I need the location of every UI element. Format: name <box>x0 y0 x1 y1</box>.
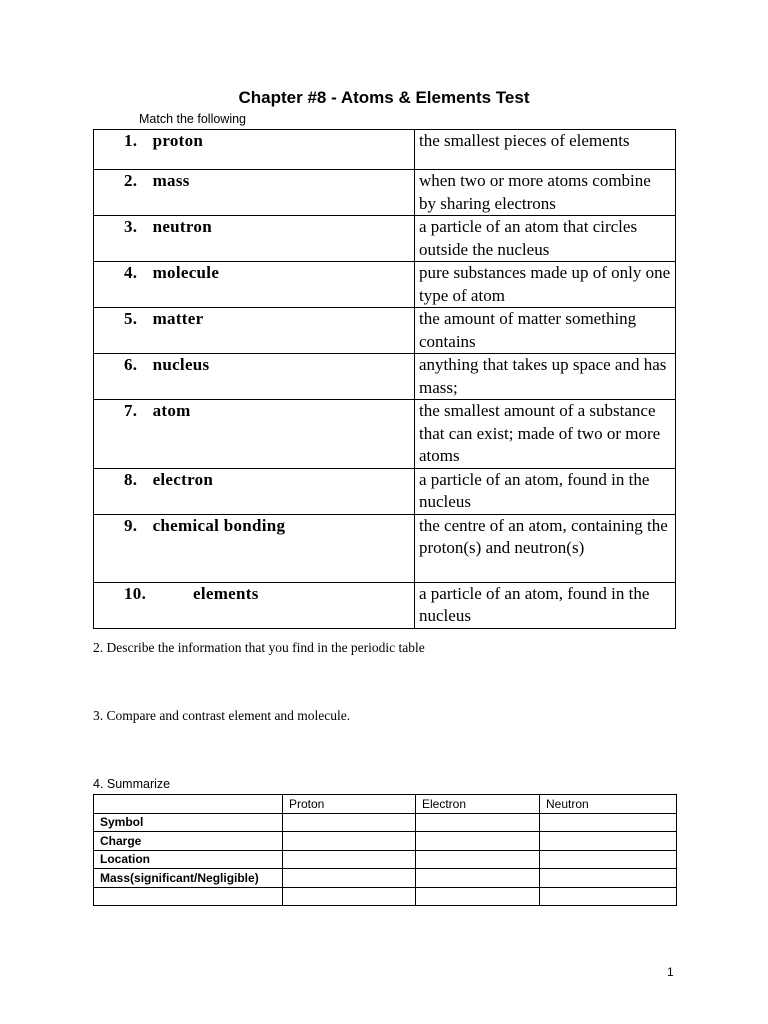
term-cell <box>94 582 415 628</box>
term-cell <box>94 130 415 170</box>
table-row <box>94 308 676 354</box>
term-text: nucleus <box>152 355 210 374</box>
term-number: 3. <box>124 217 138 236</box>
term-text: elements <box>193 583 259 603</box>
table-row <box>94 887 677 906</box>
row-label: Symbol <box>94 813 283 832</box>
answer-cell[interactable] <box>540 869 677 888</box>
term-cell <box>94 354 415 400</box>
term-number: 7. <box>124 401 138 420</box>
term-cell <box>94 468 415 514</box>
table-row <box>94 354 676 400</box>
definition-cell: anything that takes up space and has mass; <box>415 354 676 400</box>
page-number: 1 <box>667 965 674 979</box>
table-row <box>94 170 676 216</box>
definition-cell: pure substances made up of only one type of atom <box>415 262 676 308</box>
answer-cell[interactable] <box>540 813 677 832</box>
column-header: Electron <box>416 795 540 814</box>
definition-cell: a particle of an atom that circles outside the nucleus <box>415 216 676 262</box>
term-text: mass <box>152 171 190 190</box>
definition-cell: a particle of an atom, found in the nucleus <box>415 468 676 514</box>
answer-cell[interactable] <box>283 887 416 906</box>
definition-cell: the amount of matter something contains <box>415 308 676 354</box>
term-number: 4. <box>124 263 138 282</box>
term-text: molecule <box>152 263 220 282</box>
term-text: atom <box>152 401 191 420</box>
term-cell <box>94 216 415 262</box>
answer-cell[interactable] <box>540 832 677 851</box>
table-row <box>94 582 676 628</box>
term-text: neutron <box>152 217 212 236</box>
term-cell <box>94 308 415 354</box>
table-row <box>94 850 677 869</box>
match-instruction: Match the following <box>139 112 247 126</box>
column-header <box>94 795 283 814</box>
table-row <box>94 832 677 851</box>
answer-cell[interactable] <box>283 813 416 832</box>
table-row <box>94 262 676 308</box>
answer-cell[interactable] <box>540 850 677 869</box>
term-cell <box>94 262 415 308</box>
answer-cell[interactable] <box>416 813 540 832</box>
term-number: 9. <box>124 515 138 535</box>
answer-cell[interactable] <box>283 869 416 888</box>
matching-table <box>93 129 676 629</box>
term-number: 10. <box>124 583 147 603</box>
definition-cell: the centre of an atom, containing the proton(s) and neutron(s) <box>415 514 676 582</box>
table-header-row <box>94 795 677 814</box>
term-cell <box>94 514 415 582</box>
row-label: Mass(significant/Negligible) <box>94 869 283 888</box>
column-header: Proton <box>283 795 416 814</box>
term-cell <box>94 400 415 469</box>
table-row <box>94 514 676 582</box>
table-row <box>94 130 676 170</box>
term-number: 6. <box>124 355 138 374</box>
definition-cell: the smallest pieces of elements <box>415 130 676 170</box>
definition-cell: when two or more atoms combine by sharing electrons <box>415 170 676 216</box>
question-3: 3. Compare and contrast element and molecule. <box>93 708 351 723</box>
summarize-title: 4. Summarize <box>93 777 171 791</box>
term-number: 8. <box>124 469 138 489</box>
table-row <box>94 813 677 832</box>
term-text: proton <box>152 131 204 150</box>
column-header: Neutron <box>540 795 677 814</box>
row-label: Location <box>94 850 283 869</box>
definition-cell: a particle of an atom, found in the nucleus <box>415 582 676 628</box>
term-text: matter <box>152 309 204 328</box>
table-row <box>94 869 677 888</box>
term-text: chemical bonding <box>152 515 286 535</box>
question-2: 2. Describe the information that you find in the periodic table <box>93 640 425 655</box>
term-cell <box>94 170 415 216</box>
definition-cell: the smallest amount of a substance that can exist; made of two or more atoms <box>415 400 676 469</box>
term-number: 5. <box>124 309 138 328</box>
answer-cell[interactable] <box>416 850 540 869</box>
table-row <box>94 468 676 514</box>
answer-cell[interactable] <box>283 850 416 869</box>
table-row <box>94 216 676 262</box>
answer-cell[interactable] <box>283 832 416 851</box>
answer-cell[interactable] <box>416 869 540 888</box>
term-text: electron <box>152 469 214 489</box>
row-label <box>94 887 283 906</box>
answer-cell[interactable] <box>416 832 540 851</box>
term-number: 2. <box>124 171 138 190</box>
term-number: 1. <box>124 131 138 150</box>
answer-cell[interactable] <box>416 887 540 906</box>
page-title: Chapter #8 - Atoms & Elements Test <box>238 88 530 107</box>
summary-table <box>93 794 677 906</box>
answer-cell[interactable] <box>540 887 677 906</box>
table-row <box>94 400 676 469</box>
row-label: Charge <box>94 832 283 851</box>
